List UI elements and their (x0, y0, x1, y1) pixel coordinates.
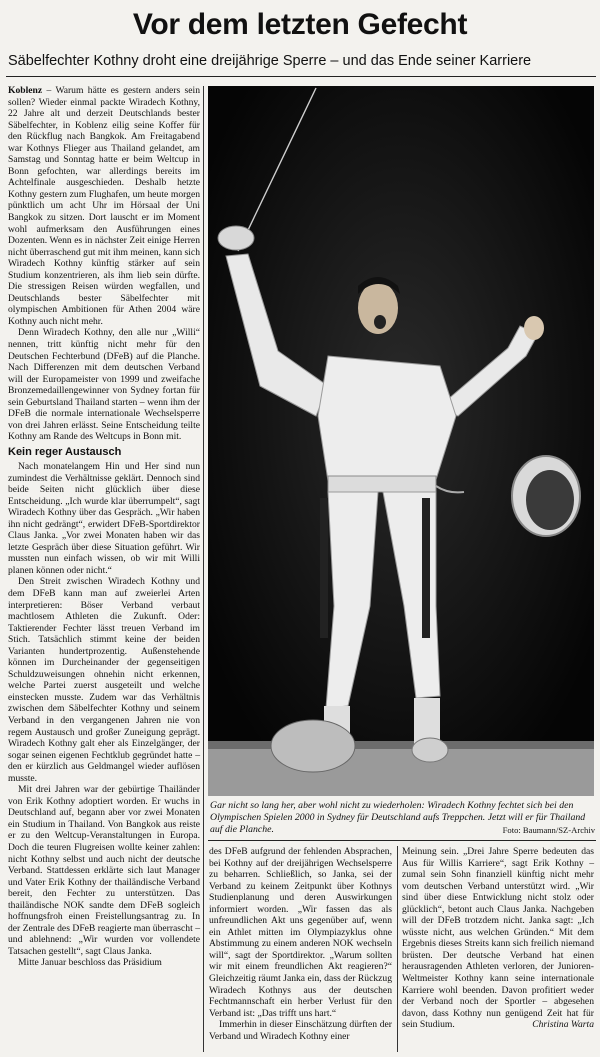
column-divider (203, 86, 204, 1052)
paragraph: des DFeB aufgrund der fehlenden Absprachen, bei Kothny auf der dreijährigen Wechselsperre zu beharren. Schließlich, so Janka, sei der Verband zu keinem Zeitpunkt über Kothnys Studienplanung und deren Auswirkungen informiert worden. „Wir fassen das als unfreundlichen Akt uns gegenüber auf, wenn ein Athlet mitten im Olympiazyklus ohne Abstimmung zu einem anderen NOK wechseln will“, sagt der Sportdirektor. „Warum sollten wir mit einem freundlichen Akt reagieren?“ Gleichzeitig räumt Janka ein, dass der Rückzug Wiradech Kothnys aus der deutschen Fechtmannschaft ein herber Verlust für den Verband ist: „Das trifft uns hart.“ (209, 846, 392, 1019)
fencer-illustration (208, 86, 594, 796)
paragraph: Mitte Januar beschloss das Präsidium (18, 957, 162, 969)
column-divider (397, 846, 398, 1052)
author-byline: Christina Warta (532, 1019, 594, 1031)
paragraph-intro: Koblenz – Warum hätte es gestern anders sein sollen? Wieder einmal packte Wiradech Kothny, 22 Jahre alt und derzeit Deutschlands bester Säbelfechter, in Koblenz eilig seine Koffer für den Rückflug nach Bangkok. Am Freitagabend war Kothnys Flieger aus Thailand gelandet, am Samstag und Sonntag hatte er beim Weltcup in Bonn gefochten, war allerdings bereits im Achtelfinale ausgeschieden. Deshalb hetzte Kothny gestern zum Flughafen, um heute morgen pünktlich um acht Uhr im Hörsaal der Uni Bangkok zu sitzen. Dort lauscht er im Moment wohl aufmerksam den Ausführungen eines Dozenten. Wenn es in nächster Zeit einige Herren nicht überraschend gut mit ihm meinen, kann sich Wiradech Kothny künftig stärker auf sein Studium konzentrieren, als ihm lieb sein dürfte. Die stressigen Reisen würden wegfallen, und Deutschlands bester Säbelfechter mit olympischen Ambitionen für Athen 2004 wäre Kothny auch nicht mehr. (8, 85, 200, 327)
dateline: Koblenz (8, 85, 43, 96)
article-column-3 (402, 846, 594, 1052)
caption-text: Gar nicht so lang her, aber wohl nicht zu wiederholen: Wiradech Kothny fechtet sich bei den Olympischen Spielen 2000 in Sydney für Deutschland aufs Treppchen. Jetzt will er für Thailand auf die Planche. (210, 800, 586, 836)
photo-credit: Foto: Baumann/SZ-Archiv (502, 825, 595, 836)
paragraph: Mit drei Jahren war der gebürtige Thailänder von Erik Kothny adoptiert worden. Er wuchs in Deutschland auf, begann aber vor zwei Monaten ein Studium in Thailand. Von Bangkok aus reiste er zu den Weltcup-Veranstaltungen in Europa. Doch die teuren Flugreisen wollte keiner zahlen: nicht Kothny selbst und auch nicht der deutsche Verband. Stattdessen erklärte sich laut Manager und Vater Erik Kothny der thailändische Verband bereit, den Fechter zu unterstützen. Das thailändische NOK sandte dem DFeB sogleich hoffnungsfroh einen Freistellungsantrag zu. In der Zentrale des DFeB reagierte man überrascht – und ablehnend: „Wir wurden vor vollendete Tatsachen gestellt“, sagt Claus Janka. (8, 784, 200, 957)
photo-caption (210, 800, 595, 837)
article-column-1 (8, 85, 200, 1053)
fencer-photo (208, 86, 594, 796)
paragraph: Denn Wiradech Kothny, den alle nur „Willi“ nennen, tritt künftig nicht mehr für den Deutschen Fechterbund (DFeB) auf die Planche. Nach Differenzen mit dem deutschen Verband will der Europameister von 1999 und zweifache Bronzemedaillengewinner von Sydney fortan für sein Geburtsland Thailand starten – wenn ihm der DFeB die normale internationale Wechselsperre von drei Jahren erlässt. Seine Entscheidung teilte Kothny am Rande des Weltcups in Bonn mit. (8, 327, 200, 443)
paragraph: Meinung sein. „Drei Jahre Sperre bedeuten das Aus für Willis Karriere“, sagt Erik Kothny – zumal sein Sohn finanziell künftig nicht mehr vom deutschen Verband unterstützt wird. „Wir sind über diese Entwicklung nicht stolz oder glücklich“, betont auch Claus Janka. Nachgeben will der DFeB trotzdem nicht. Janka sagt: „Ich wüsste nicht, aus welchen Gründen.“ Mit dem Ergebnis dieses Streits kann sich freilich niemand brüsten. Der deutsche Verband hat einen herausragenden Athleten verloren, der Junioren-Weltmeister Kothny kann seine internationale Karriere wohl beenden. Davon profitiert weder der Verband noch der Sportler – abgesehen davon, dass Kothny nun genügend Zeit hat für sein Studium. Christina Warta (402, 846, 594, 1031)
paragraph: Den Streit zwischen Wiradech Kothny und dem DFeB kann man auf zweierlei Arten interpretieren: Böser Verband verbaut machtlosem Athleten die Zukunft. Oder: Taktierender Fechter lässt treuen Verband im Stich. Tatsächlich stimmt keine der beiden Varianten hundertprozentig. Außenstehende können im Durcheinander der gegenseitigen Schuldzuweisungen ohnehin nicht erkennen, welche Partei zuerst ausgeteilt und welche einstecken musste. Zudem war das Verhältnis zwischen dem Säbelfechter Kothny und seinem Verband in den vergangenen Jahren nie von regem Austausch und großer Zuneigung geprägt. Wiradech Kothny galt eher als Einzelgänger, der sogar seinen eigenen Fechtklub gegründet hatte – den er kürzlich aus Geldmangel wieder auflösen musste. (8, 576, 200, 784)
paragraph: Nach monatelangem Hin und Her sind nun zumindest die Verhältnisse geklärt. Dennoch sind beide Seiten nicht glücklich über diese Entscheidung. „Ich wurde klar überrumpelt“, sagt Wiradech Kothny über das Gespräch. „Wir haben ihn nicht gedrängt“, erwidert DFeB-Sportdirektor Claus Janka. „Vor zwei Monaten haben wir das letzte Gespräch über diese Situation geführt. Wir mussten nun einfach wissen, ob wir mit Willi planen können oder nicht.“ (8, 460, 200, 576)
article-column-2 (209, 846, 392, 1052)
header-rule (6, 76, 596, 77)
section-heading: Kein reger Austausch (8, 445, 122, 458)
headline: Vor dem letzten Gefecht (132, 8, 468, 41)
paragraph: Immerhin in dieser Einschätzung dürften der Verband und Wiradech Kothny einer (209, 1019, 392, 1042)
caption-rule (208, 840, 596, 841)
subheadline: Säbelfechter Kothny droht eine dreijährige Sperre – und das Ende seiner Karriere (8, 53, 532, 69)
